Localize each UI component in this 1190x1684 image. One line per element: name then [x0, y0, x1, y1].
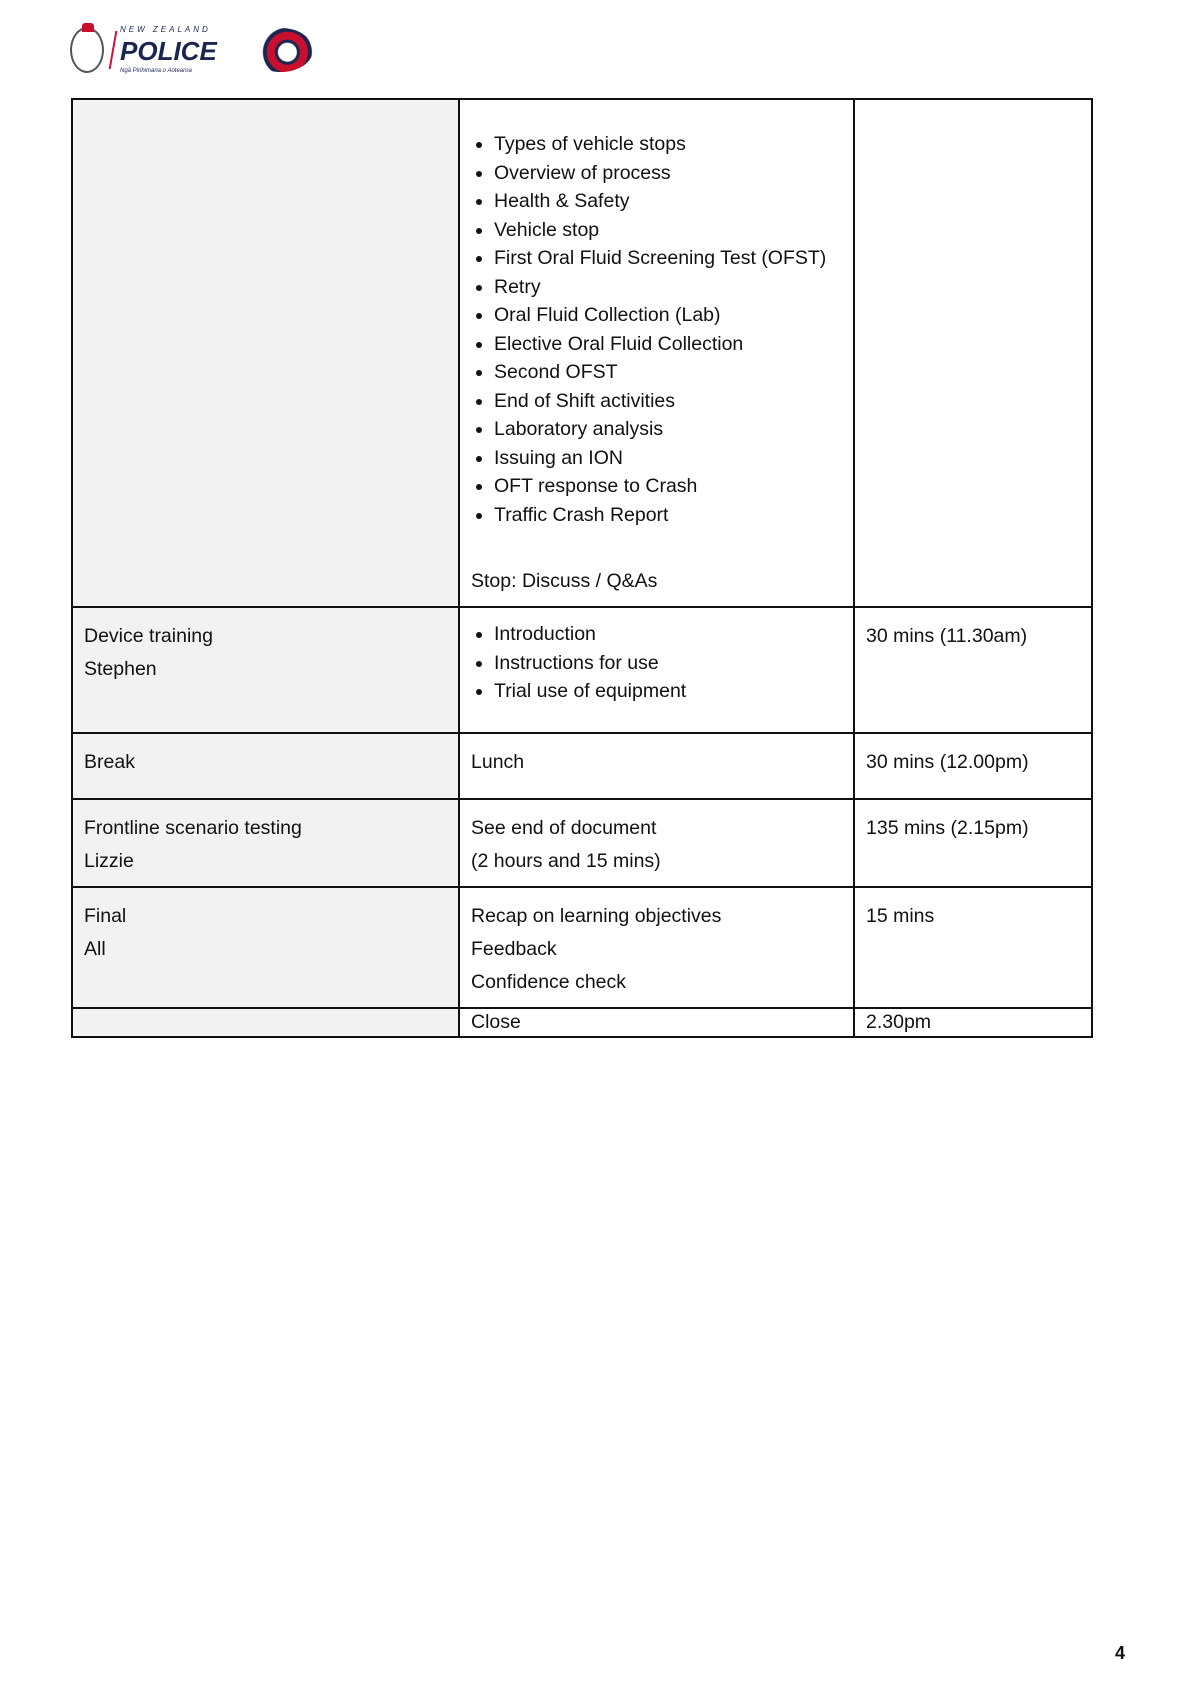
content-cell [459, 607, 854, 733]
logo-line-2: POLICE [120, 36, 217, 66]
table-row [72, 887, 1092, 1008]
content-text: Close [471, 1011, 521, 1033]
content-text: See end of document [471, 817, 657, 839]
list-item: • Second OFST [494, 358, 843, 387]
list-item: • Trial use of equipment [494, 677, 843, 706]
logo-line-1: NEW ZEALAND [120, 25, 211, 34]
session-cell [72, 607, 459, 733]
session-cell [72, 99, 459, 607]
content-cell [459, 1008, 854, 1037]
content-list [471, 130, 843, 529]
duration-cell: 135 mins (2.15pm) [854, 799, 1092, 887]
list-item: • Health & Safety [494, 187, 843, 216]
content-text: Lunch [471, 751, 525, 773]
table-row [72, 733, 1092, 799]
list-item: • OFT response to Crash [494, 472, 843, 501]
session-cell [72, 733, 459, 799]
list-item: • Issuing an ION [494, 444, 843, 473]
list-item: • Types of vehicle stops [494, 130, 843, 159]
logo-line-3: Ngā Pirihimana o Aotearoa [120, 68, 192, 74]
logo-divider [109, 31, 118, 69]
list-item: • Retry [494, 273, 843, 302]
content-cell [459, 733, 854, 799]
duration-cell: 30 mins (12.00pm) [854, 733, 1092, 799]
list-item: • Traffic Crash Report [494, 501, 843, 530]
table-row [72, 607, 1092, 733]
page-number: 4 [1115, 1643, 1126, 1663]
list-item: • End of Shift activities [494, 387, 843, 416]
session-text: Lizzie [84, 850, 134, 872]
list-item: • First Oral Fluid Screening Test (OFST) [494, 244, 843, 273]
session-text: Device training [84, 625, 213, 647]
logo-wordmark [120, 24, 217, 76]
session-text: All [84, 938, 106, 960]
session-cell [72, 799, 459, 887]
content-text: Recap on learning objectives [471, 905, 722, 927]
nz-police-logo [70, 24, 313, 76]
stop-note: Stop: Discuss / Q&As [471, 570, 658, 592]
list-item: • Elective Oral Fluid Collection [494, 330, 843, 359]
session-text: Final [84, 905, 127, 927]
list-item: • Oral Fluid Collection (Lab) [494, 301, 843, 330]
session-text: Frontline scenario testing [84, 817, 302, 839]
list-item: • Vehicle stop [494, 216, 843, 245]
content-list [471, 620, 843, 706]
duration-cell: 2.30pm [854, 1008, 1092, 1037]
list-item: • Instructions for use [494, 649, 843, 678]
table-row [72, 799, 1092, 887]
list-item: • Overview of process [494, 159, 843, 188]
list-item: • Laboratory analysis [494, 415, 843, 444]
duration-cell: 30 mins (11.30am) [854, 607, 1092, 733]
session-text: Break [84, 751, 135, 773]
content-cell [459, 799, 854, 887]
list-item: • Introduction [494, 620, 843, 649]
session-text: Stephen [84, 658, 157, 680]
duration-cell [854, 99, 1092, 607]
table-row [72, 99, 1092, 607]
session-cell [72, 1008, 459, 1037]
content-cell [459, 99, 854, 607]
session-cell [72, 887, 459, 1008]
police-crest-icon [70, 27, 104, 73]
content-text: Confidence check [471, 971, 627, 993]
content-text: Feedback [471, 938, 557, 960]
content-text: (2 hours and 15 mins) [471, 850, 661, 872]
duration-cell: 15 mins [854, 887, 1092, 1008]
content-cell [459, 887, 854, 1008]
emblem-icon [249, 28, 313, 72]
table-row [72, 1008, 1092, 1037]
schedule-table [71, 98, 1093, 1038]
